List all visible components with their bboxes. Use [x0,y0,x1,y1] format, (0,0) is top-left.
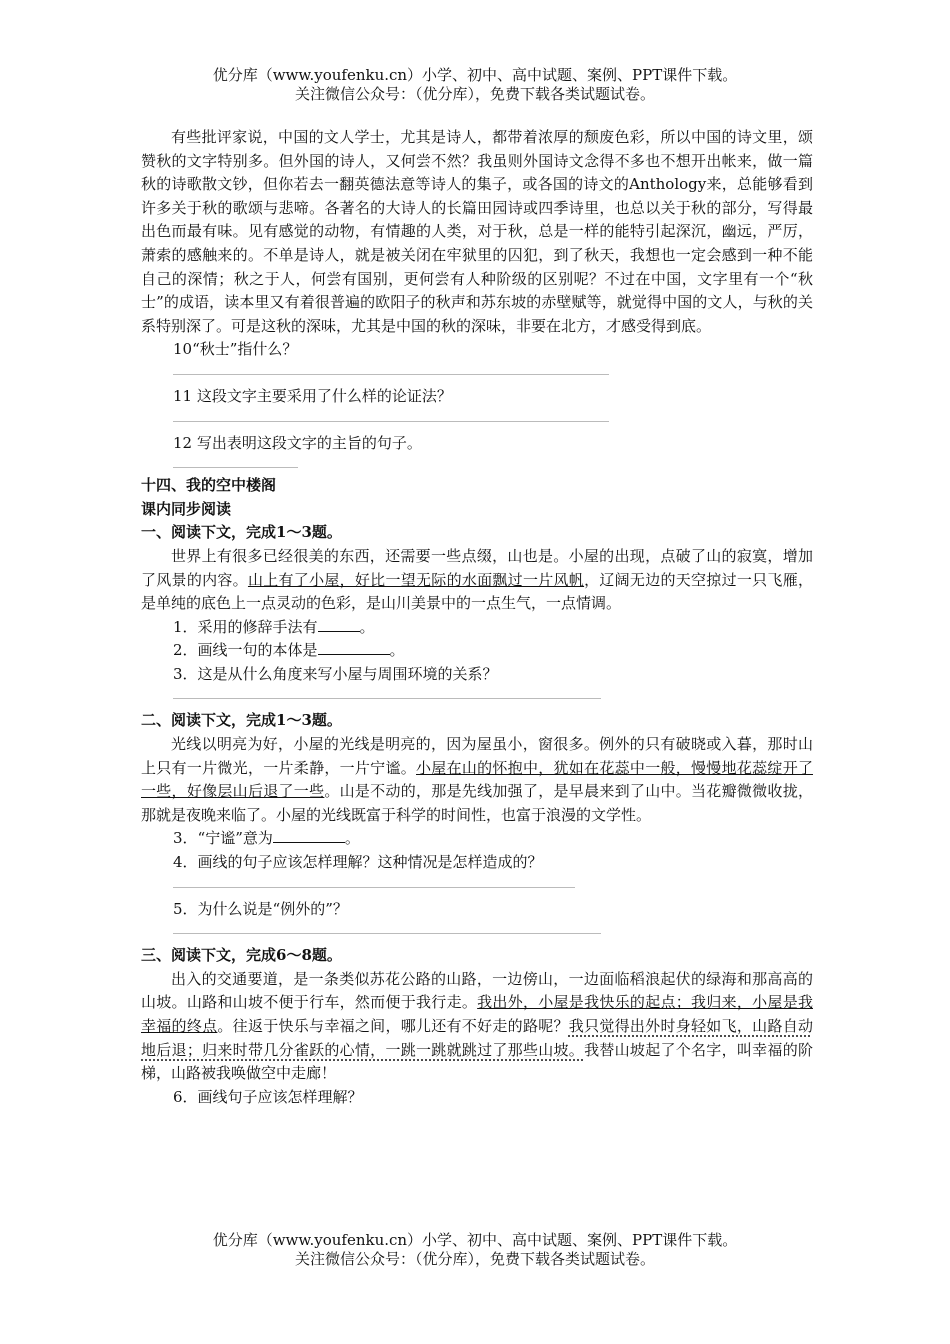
part1-q2-text: 2．画线一句的本体是 [173,641,318,660]
blank-2[interactable] [318,640,390,655]
passage-autumn: 有些批评家说，中国的文人学士，尤其是诗人，都带着浓厚的颓废色彩，所以中国的诗文里，颂赞秋的文字特别多。但外国的诗人，又何尝不然？我虽则外国诗文念得不多也不想开出帐来，做一篇秋的诗歌散文钞，但你若去一翻英德法意等诗人的集子，或各国的诗文的Anthology来，总能够看到许多关于秋的歌颂与悲啼。各著名的大诗人的长篇田园诗或四季诗里，也总以关于秋的部分，写得最出色而最有味。见有感觉的动物，有情趣的人类，对于秋，总是一样的能特引起深沉，幽远，严厉，萧索的感触来的。不单是诗人，就是被关闭在牢狱里的囚犯，到了秋天，我想也一定会感到一种不能自己的深情；秋之于人，何尝有国别，更何尝有人种阶级的区别呢？不过在中国，文字里有一个“秋士”的成语，读本里又有着很普遍的欧阳子的秋声和苏东坡的赤壁赋等，就觉得中国的文人，与秋的关系特别深了。可是这秋的深味，尤其是中国的秋的深味，非要在北方，才感受得到底。 [141,128,813,335]
question-12: 12 写出表明这段文字的主旨的句子。 [173,433,422,452]
answer-line-p2q5[interactable] [173,925,601,934]
sub-title: 课内同步阅读 [141,499,232,518]
question-10: 10“秋士”指什么？ [173,340,298,359]
part1-q1-end: 。 [359,617,375,636]
part2-question-5: 5．为什么说是“例外的”？ [173,899,348,918]
answer-line-p1q3[interactable] [173,690,601,699]
answer-line-12[interactable] [173,459,298,468]
part3-question-6: 6．画线句子应该怎样理解？ [173,1087,363,1106]
answer-line-10[interactable] [173,366,609,375]
page-header [0,66,950,104]
answer-line-11[interactable] [173,413,609,422]
part2-q3-end: 。 [344,829,360,848]
part2-q3-text: 3．“宁谧”意为 [173,829,273,848]
blank-3[interactable] [273,828,345,843]
part1-question-3: 3．这是从什么角度来写小屋与周围环境的关系？ [173,664,498,683]
part1-text-b: ，辽阔无边的天空掠过一只飞雁，是单纯的底色上一点灵动的色彩，是山川美景中的一点生气，一点情调。 [141,570,813,613]
part3-dotted-sentence: 我只觉得出外时身轻如飞，山路自动地后退；归来时带几分雀跃的心情，一跳一跳就跳过了那些山坡。 [141,1017,813,1059]
part1-text-a: 世界上有很多已经很美的东西，还需要一些点缀，山也是。小屋的出现，点破了山的寂寞，增加了风景的内容。 [141,546,813,589]
part1-q1-text: 1．采用的修辞手法有 [173,617,318,636]
part2-text-b: 。山是不动的，那是先线加强了，是早晨来到了山中。当花瓣微微收拢，那就是夜晚来临了。小屋的光线既富于科学的时间性，也富于浪漫的文学性。 [141,782,813,824]
part2-passage [141,733,813,827]
part1-question-2 [141,639,813,663]
part1-passage [141,545,813,616]
part2-question-4: 4．画线的句子应该怎样理解？这种情况是怎样造成的？ [173,853,543,872]
part3-underlined-sentence: 我出外，小屋是我快乐的起点；我归来，小屋是我幸福的终点 [141,993,813,1035]
footer-line-2: 关注微信公众号：（优分库），免费下载各类试题试卷。 [294,1250,655,1268]
part1-q2-end: 。 [389,641,405,660]
section-title: 十四、我的空中楼阁 [141,476,277,495]
footer-line-1: 优分库（www.youfenku.cn）小学、初中、高中试题、案例、PPT课件下载。 [212,1231,738,1249]
blank-1[interactable] [318,617,360,632]
part2-heading: 二、阅读下文，完成1～3题。 [141,711,342,730]
header-line-1: 优分库（www.youfenku.cn）小学、初中、高中试题、案例、PPT课件下载。 [212,66,738,84]
part3-text-b: 。往返于快乐与幸福之间，哪儿还有不好走的路呢？ [217,1017,569,1035]
answer-line-p2q4[interactable] [173,879,575,888]
header-line-2: 关注微信公众号：（优分库），免费下载各类试题试卷。 [294,85,655,103]
document-body [141,126,813,1109]
part2-underlined-sentence: 小屋在山的怀抱中，犹如在花蕊中一般，慢慢地花蕊绽开了一些，好像层山后退了一些 [141,758,813,801]
page-footer [0,1231,950,1269]
part3-text-a: 出入的交通要道，是一条类似苏花公路的山路，一边傍山，一边面临稻浪起伏的绿海和那高高的山坡。山路和山坡不便于行车，然而便于我行走。 [141,969,813,1012]
part1-underlined-sentence: 山上有了小屋，好比一望无际的水面飘过一片风帆 [247,570,585,589]
part2-question-3 [141,827,813,851]
part3-text-c: 我替山坡起了个名字，叫幸福的阶梯，山路被我唤做空中走廊！ [141,1040,813,1083]
question-11: 11 这段文字主要采用了什么样的论证法？ [173,386,452,405]
part1-question-1 [141,616,813,640]
part3-passage [141,968,813,1086]
part3-heading: 三、阅读下文，完成6～8题。 [141,946,342,965]
part1-heading: 一、阅读下文，完成1～3题。 [141,523,342,542]
part2-text-a: 光线以明亮为好，小屋的光线是明亮的，因为屋虽小，窗很多。例外的只有破晓或入暮，那时山上只有一片微光，一片柔静，一片宁谧。 [141,735,813,777]
